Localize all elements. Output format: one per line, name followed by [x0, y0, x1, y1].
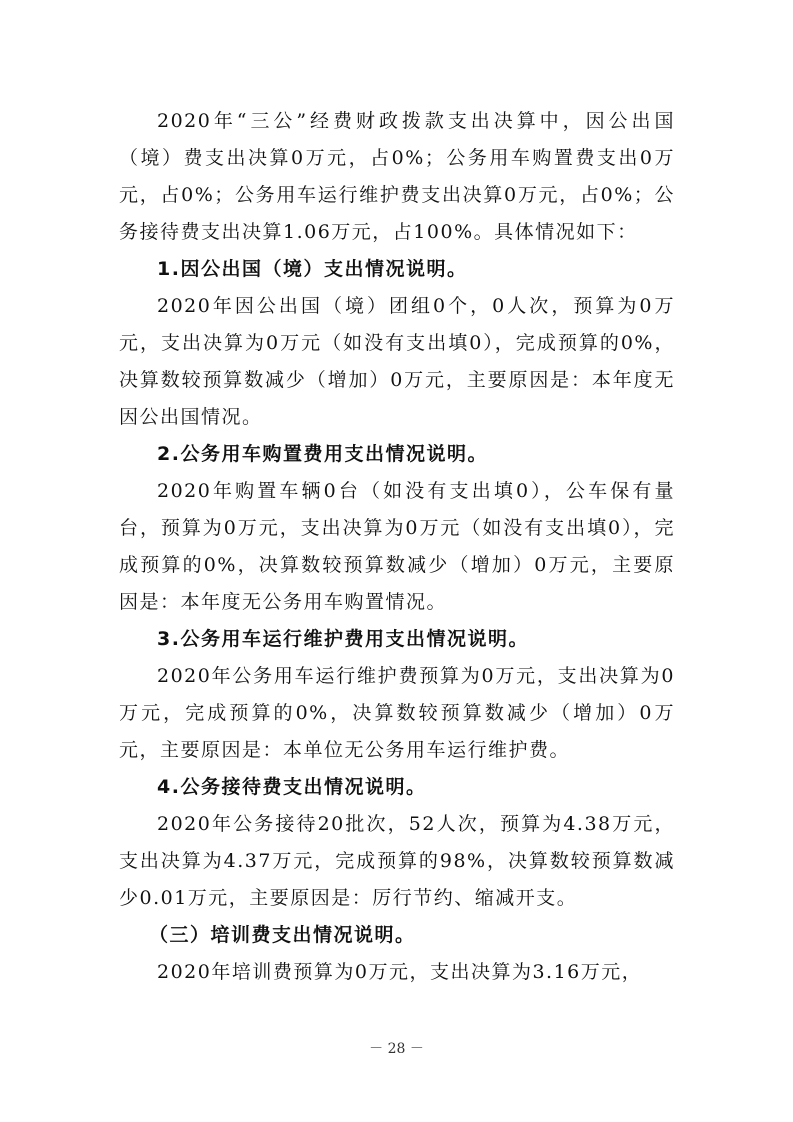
vehicle-maintenance-paragraph: 2020年公务用车运行维护费预算为0万元，支出决算为0万元，完成预算的0%，决算数较预算数减少（增加）0万元，主要原因是：本单位无公务用车运行维护费。 [119, 665, 675, 761]
intro-paragraph: 2020年“三公”经费财政拨款支出决算中，因公出国（境）费支出决算0万元，占0%；公务用车购置费支出0万元，占0%；公务用车运行维护费支出决算0万元，占0%；公务接待费支出决算1.06万元，占100%。具体情况如下： [119, 110, 675, 243]
document-body [119, 103, 675, 991]
section-heading-reception: 4.公务接待费支出情况说明。 [157, 776, 427, 798]
training-paragraph: 2020年培训费预算为0万元，支出决算为3.16万元， [157, 961, 643, 983]
reception-paragraph: 2020年公务接待20批次，52人次，预算为4.38万元，支出决算为4.37万元，完成预算的98%，决算数较预算数减少0.01万元，主要原因是：厉行节约、缩减开支。 [119, 813, 675, 909]
overseas-paragraph: 2020年因公出国（境）团组0个，0人次，预算为0万元，支出决算为0万元（如没有支出填0），完成预算的0%，决算数较预算数减少（增加）0万元，主要原因是：本年度无因公出国情况。 [119, 295, 675, 428]
section-heading-overseas: 1.因公出国（境）支出情况说明。 [157, 258, 468, 280]
vehicle-purchase-paragraph: 2020年购置车辆0台（如没有支出填0），公车保有量台，预算为0万元，支出决算为0万元（如没有支出填0），完成预算的0%，决算数较预算数减少（增加）0万元，主要原因是：本年度无公务用车购置情况。 [119, 480, 675, 613]
section-heading-vehicle-maintenance: 3.公务用车运行维护费用支出情况说明。 [157, 628, 529, 650]
page-number: － 28 － [369, 1041, 424, 1057]
section-heading-training: （三）培训费支出情况说明。 [149, 924, 416, 946]
section-heading-vehicle-purchase: 2.公务用车购置费用支出情况说明。 [157, 443, 488, 465]
